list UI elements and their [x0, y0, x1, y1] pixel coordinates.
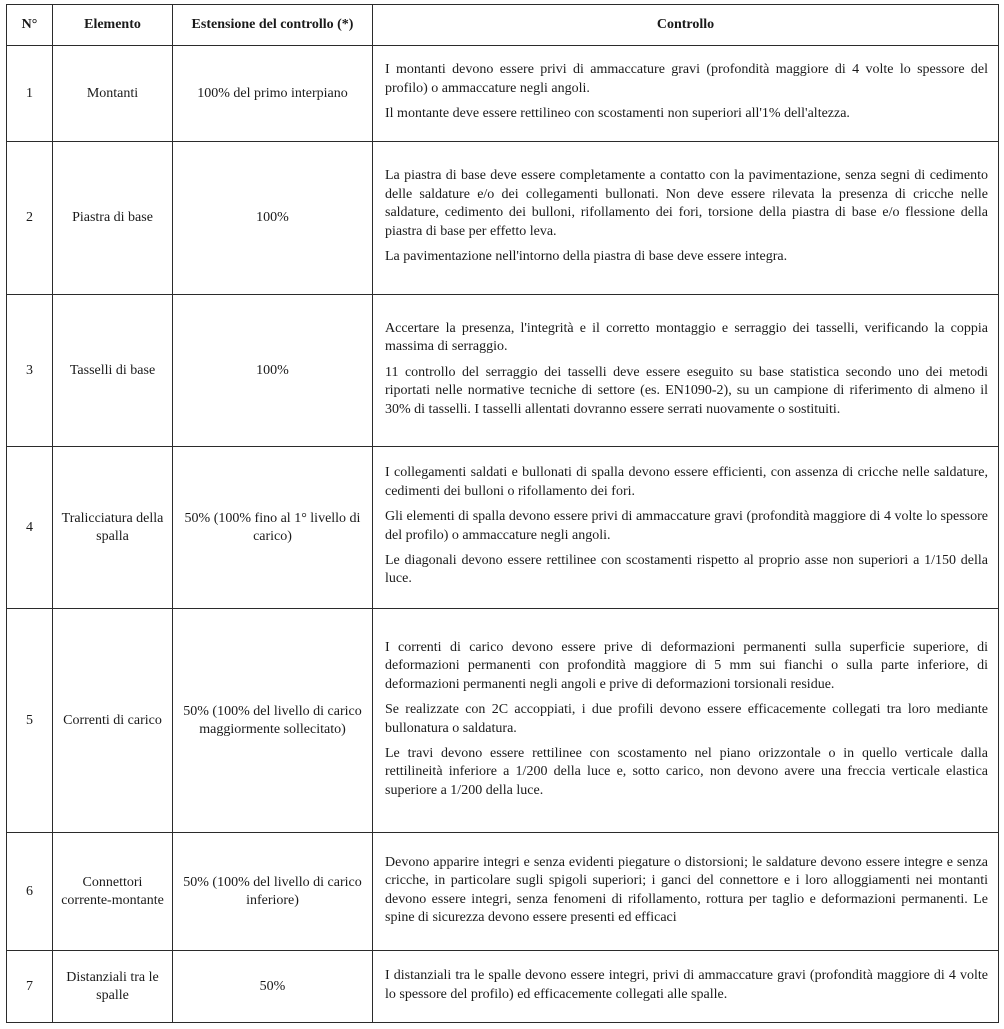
- check-paragraph: I correnti di carico devono essere prive di deformazioni permanenti sulla superficie superiore, di deformazioni permanenti con profondità maggiore di 5 mm sui fianchi o sulla parte inferiore, di deformazioni permanenti negli angoli e prive di deformazioni torsionali residue.: [385, 639, 988, 692]
- check-paragraph: Le diagonali devono essere rettilinee con scostamenti rispetto al proprio asse non superiori a 1/150 della luce.: [385, 552, 988, 587]
- row-element: Piastra di base: [53, 142, 173, 295]
- inspection-table: [6, 4, 999, 1023]
- row-extent: 100%: [173, 295, 373, 447]
- check-paragraph: I montanti devono essere privi di ammaccature gravi (profondità maggiore di 4 volte lo spessore del profilo) o ammaccature negli angoli.: [385, 62, 988, 96]
- row-element: Montanti: [53, 46, 173, 142]
- check-paragraph: 11 controllo del serraggio dei tasselli deve essere eseguito su base statistica secondo uno dei metodi riportati nelle normative tecniche di settore (es. EN1090-2), su un campione di riferimento di almeno il 30% di tasselli. I tasselli allentati dovranno essere serrati nuovamente o sostituiti.: [385, 364, 988, 417]
- row-element: Tralicciatura della spalla: [53, 447, 173, 609]
- row-extent: 50% (100% del livello di carico inferiore): [173, 833, 373, 951]
- check-paragraph: La pavimentazione nell'intorno della piastra di base deve essere integra.: [385, 249, 788, 265]
- table-header-row: [7, 5, 999, 46]
- row-check: [373, 609, 999, 833]
- table-row: [7, 833, 999, 951]
- row-number: 7: [7, 951, 53, 1023]
- check-paragraph: Gli elementi di spalla devono essere privi di ammaccature gravi (profondità maggiore di 4 volte lo spessore del profilo) o ammaccature negli angoli.: [385, 509, 988, 543]
- header-element: Elemento: [53, 5, 173, 46]
- row-check: [373, 142, 999, 295]
- row-check: [373, 951, 999, 1023]
- table-row: [7, 295, 999, 447]
- row-element: Tasselli di base: [53, 295, 173, 447]
- row-number: 6: [7, 833, 53, 951]
- table-row: [7, 951, 999, 1023]
- header-extent: Estensione del controllo (*): [173, 5, 373, 46]
- header-check: Controllo: [373, 5, 999, 46]
- row-extent: 100% del primo interpiano: [173, 46, 373, 142]
- row-element: Connettori corrente-montante: [53, 833, 173, 951]
- row-extent: 50% (100% del livello di carico maggiormente sollecitato): [173, 609, 373, 833]
- check-paragraph: La piastra di base deve essere completamente a contatto con la pavimentazione, senza segni di cedimento delle saldature e/o dei collegamenti bullonati. Non deve essere rilevata la presenza di cricche nelle saldature, cedimento dei bulloni, rifollamento dei fori, torsione della piastra di base e/o flessione della piastra di base per effetto leva.: [385, 168, 988, 239]
- row-number: 2: [7, 142, 53, 295]
- check-paragraph: Accertare la presenza, l'integrità e il corretto montaggio e serraggio dei tasselli, verificando la coppia massima di serraggio.: [385, 320, 988, 355]
- table-row: [7, 447, 999, 609]
- row-number: 1: [7, 46, 53, 142]
- row-number: 4: [7, 447, 53, 609]
- table-row: [7, 46, 999, 142]
- check-paragraph: Se realizzate con 2C accoppiati, i due profili devono essere efficacemente collegati tra loro mediante bullonatura o saldatura.: [385, 702, 988, 736]
- check-paragraph: I distanziali tra le spalle devono essere integri, privi di ammaccature gravi (profondità maggiore di 4 volte lo spessore del profilo) ed efficacemente collegati alle spalle.: [385, 968, 988, 1002]
- row-number: 3: [7, 295, 53, 447]
- row-extent: 100%: [173, 142, 373, 295]
- row-element: Distanziali tra le spalle: [53, 951, 173, 1023]
- table-row: [7, 609, 999, 833]
- row-check: [373, 833, 999, 951]
- row-element: Correnti di carico: [53, 609, 173, 833]
- check-paragraph: Il montante deve essere rettilineo con scostamenti non superiori all'1% dell'altezza.: [385, 106, 850, 122]
- check-paragraph: I collegamenti saldati e bullonati di spalla devono essere efficienti, con assenza di cricche nelle saldature, cedimenti dei bulloni o rifollamento dei fori.: [385, 465, 988, 499]
- check-paragraph: Le travi devono essere rettilinee con scostamento nel piano orizzontale o in quello verticale dalla rettilineità inferiore a 1/200 della luce e, sotto carico, non devono avere una freccia verticale elastica superiore a 1/200 della luce.: [385, 745, 988, 798]
- row-number: 5: [7, 609, 53, 833]
- row-check: [373, 295, 999, 447]
- table-row: [7, 142, 999, 295]
- header-number: N°: [7, 5, 53, 46]
- check-paragraph: Devono apparire integri e senza evidenti piegature o distorsioni; le saldature devono essere integre e senza cricche, in particolare sugli spigoli superiori; i ganci del connettore e i loro alloggiamenti nei montanti devono essere integri, senza fenomeni di rifollamento, rottura per taglio e deformazioni permanenti. Le spine di sicurezza devono essere presenti ed efficaci: [385, 854, 988, 925]
- row-extent: 50%: [173, 951, 373, 1023]
- row-check: [373, 447, 999, 609]
- row-check: [373, 46, 999, 142]
- row-extent: 50% (100% fino al 1° livello di carico): [173, 447, 373, 609]
